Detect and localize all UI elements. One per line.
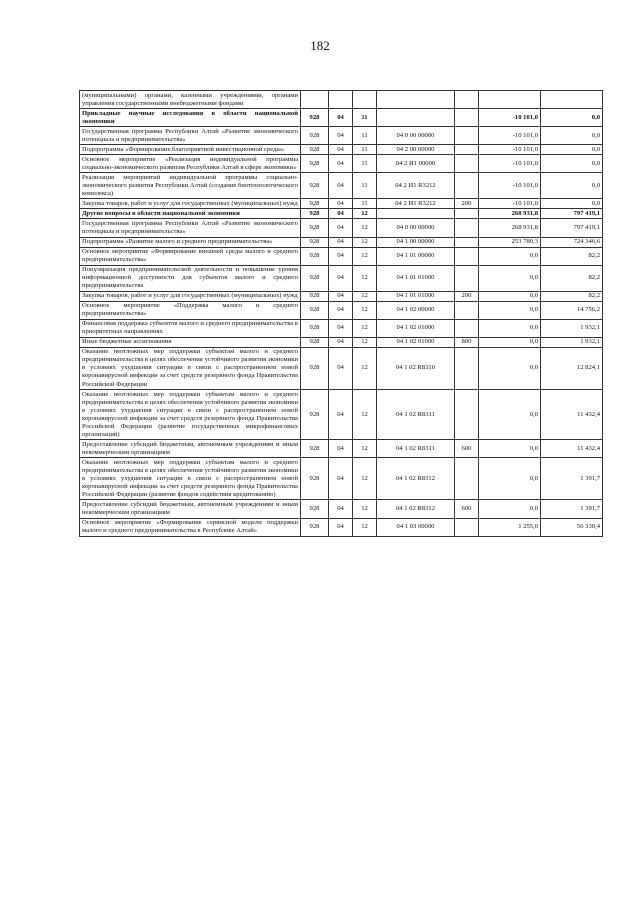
table-row xyxy=(80,390,603,440)
cell-subsection: 12 xyxy=(353,500,377,518)
budget-table xyxy=(79,90,603,537)
cell-section: 04 xyxy=(329,337,353,347)
cell-grbs: 928 xyxy=(301,265,329,291)
table-body xyxy=(80,91,603,537)
cell-section: 04 xyxy=(329,219,353,237)
cell-amount-1: -10 101,0 xyxy=(479,109,541,127)
cell-expense-type: 600 xyxy=(455,500,479,518)
cell-grbs: 928 xyxy=(301,247,329,265)
cell-grbs: 928 xyxy=(301,155,329,173)
cell-amount-1: -10 101,0 xyxy=(479,145,541,155)
cell-section: 04 xyxy=(329,145,353,155)
table-row xyxy=(80,155,603,173)
cell-amount-2: 0,0 xyxy=(541,145,603,155)
cell-grbs: 928 xyxy=(301,337,329,347)
table-row xyxy=(80,319,603,337)
cell-target-article: 04 1 02 R8312 xyxy=(377,500,455,518)
cell-target-article: 04 1 02 R8310 xyxy=(377,347,455,389)
table-row xyxy=(80,219,603,237)
cell-subsection: 11 xyxy=(353,155,377,173)
cell-amount-2: 0,0 xyxy=(541,127,603,145)
cell-amount-1: 0,0 xyxy=(479,458,541,500)
cell-amount-1: 0,0 xyxy=(479,440,541,458)
cell-name: Оказание неотложных мер поддержки субъектам малого и среднего предпринимательства в целях обеспечения устойчивого развития экономики в условиях ухудшения ситуации в связи с распространением новой коронавирусной инфекции за счет средств резервного фонда Правительства Российской Федерации (развитие фондов содействия кредитованию) xyxy=(80,458,301,500)
cell-expense-type xyxy=(455,219,479,237)
cell-expense-type xyxy=(455,301,479,319)
table-row xyxy=(80,291,603,301)
cell-subsection: 12 xyxy=(353,390,377,440)
cell-name: Иные бюджетные ассигнования xyxy=(80,337,301,347)
cell-name: Государственная программа Республики Алтай «Развитие экономического потенциала и предпринимательства» xyxy=(80,127,301,145)
cell-expense-type: 800 xyxy=(455,337,479,347)
cell-section: 04 xyxy=(329,319,353,337)
cell-amount-1: 0,0 xyxy=(479,319,541,337)
cell-grbs: 928 xyxy=(301,291,329,301)
cell-amount-2: 82,2 xyxy=(541,265,603,291)
cell-subsection: 12 xyxy=(353,319,377,337)
cell-amount-2: 1 932,1 xyxy=(541,337,603,347)
cell-expense-type xyxy=(455,145,479,155)
cell-subsection: 12 xyxy=(353,237,377,247)
cell-amount-1: 0,0 xyxy=(479,390,541,440)
cell-grbs: 928 xyxy=(301,500,329,518)
cell-amount-1: -10 101,0 xyxy=(479,155,541,173)
cell-grbs: 928 xyxy=(301,173,329,199)
cell-amount-2: 56 330,4 xyxy=(541,518,603,536)
cell-expense-type xyxy=(455,390,479,440)
table-row xyxy=(80,173,603,199)
cell-target-article: 04 0 00 00000 xyxy=(377,219,455,237)
cell-amount-2 xyxy=(541,91,603,109)
cell-subsection: 11 xyxy=(353,109,377,127)
cell-target-article: 04 1 02 01000 xyxy=(377,319,455,337)
cell-expense-type xyxy=(455,458,479,500)
cell-subsection: 12 xyxy=(353,518,377,536)
cell-section: 04 xyxy=(329,347,353,389)
cell-section: 04 xyxy=(329,458,353,500)
cell-grbs: 928 xyxy=(301,440,329,458)
cell-expense-type xyxy=(455,109,479,127)
cell-section: 04 xyxy=(329,390,353,440)
cell-grbs xyxy=(301,91,329,109)
cell-expense-type xyxy=(455,237,479,247)
table-row xyxy=(80,209,603,219)
cell-subsection: 12 xyxy=(353,209,377,219)
cell-amount-2: 82,2 xyxy=(541,291,603,301)
table-row xyxy=(80,500,603,518)
cell-section: 04 xyxy=(329,173,353,199)
cell-section: 04 xyxy=(329,265,353,291)
cell-grbs: 928 xyxy=(301,301,329,319)
cell-grbs: 928 xyxy=(301,347,329,389)
cell-target-article: 04 1 02 R8311 xyxy=(377,390,455,440)
cell-subsection: 12 xyxy=(353,458,377,500)
table-row xyxy=(80,145,603,155)
cell-subsection: 11 xyxy=(353,127,377,145)
cell-target-article: 04 2 И1 00000 xyxy=(377,155,455,173)
cell-name: Прикладные научные исследования в области национальной экономики xyxy=(80,109,301,127)
cell-amount-1: 268 931,8 xyxy=(479,209,541,219)
cell-expense-type xyxy=(455,265,479,291)
cell-section: 04 xyxy=(329,109,353,127)
cell-amount-1: 0,0 xyxy=(479,347,541,389)
cell-section: 04 xyxy=(329,209,353,219)
cell-name: Основное мероприятие «Формирование внешней среды малого и среднего предпринимательства» xyxy=(80,247,301,265)
cell-expense-type xyxy=(455,155,479,173)
cell-amount-1: 0,0 xyxy=(479,291,541,301)
cell-target-article: 04 1 02 01000 xyxy=(377,337,455,347)
cell-target-article: 04 1 01 01000 xyxy=(377,291,455,301)
cell-amount-1: 0,0 xyxy=(479,265,541,291)
cell-target-article: 04 1 00 00000 xyxy=(377,237,455,247)
cell-name: Оказание неотложных мер поддержки субъектам малого и среднего предпринимательства в целях обеспечения устойчивого развития экономики в условиях ухудшения ситуации в связи с распространением новой коронавирусной инфекции за счет средств резервного фонда Правительства Российской Федерации (развитие государственных микрофинансовых организаций) xyxy=(80,390,301,440)
cell-section: 04 xyxy=(329,500,353,518)
cell-amount-2: 1 932,1 xyxy=(541,319,603,337)
cell-target-article: 04 1 01 01000 xyxy=(377,265,455,291)
cell-amount-2: 0,0 xyxy=(541,155,603,173)
cell-subsection: 12 xyxy=(353,247,377,265)
cell-amount-2: 797 419,1 xyxy=(541,219,603,237)
cell-grbs: 928 xyxy=(301,109,329,127)
cell-grbs: 928 xyxy=(301,145,329,155)
cell-subsection: 12 xyxy=(353,219,377,237)
cell-name: Основное мероприятие «Поддержка малого и среднего предпринимательства» xyxy=(80,301,301,319)
cell-amount-2: 0,0 xyxy=(541,109,603,127)
cell-expense-type xyxy=(455,319,479,337)
cell-target-article xyxy=(377,109,455,127)
cell-name: Подпрограмма «Формирование благоприятной инвестиционной среды» xyxy=(80,145,301,155)
cell-name: Основное мероприятие «Формирование сервисной модели поддержки малого и среднего предпринимательства в Республике Алтай» xyxy=(80,518,301,536)
cell-target-article: 04 2 00 00000 xyxy=(377,145,455,155)
cell-amount-1: 253 780,3 xyxy=(479,237,541,247)
cell-amount-2: 11 432,4 xyxy=(541,390,603,440)
cell-name: Оказание неотложных мер поддержки субъектам малого и среднего предпринимательства в целях обеспечения устойчивого развития экономики в условиях ухудшения ситуации в связи с распространением новой коронавирусной инфекции за счет средств резервного фонда Правительства Российской Федерации xyxy=(80,347,301,389)
cell-section: 04 xyxy=(329,237,353,247)
cell-target-article: 04 1 02 R8311 xyxy=(377,440,455,458)
cell-name: Основное мероприятие «Реализация индивидуальной программы социально-экономического развития Республики Алтай в сфере экономики» xyxy=(80,155,301,173)
cell-expense-type xyxy=(455,518,479,536)
cell-name: Финансовая поддержка субъектов малого и среднего предпринимательства в приоритетных направлениях xyxy=(80,319,301,337)
cell-amount-2: 11 432,4 xyxy=(541,440,603,458)
cell-expense-type: 200 xyxy=(455,291,479,301)
cell-target-article xyxy=(377,91,455,109)
cell-target-article: 04 1 03 00000 xyxy=(377,518,455,536)
table-row xyxy=(80,518,603,536)
cell-expense-type xyxy=(455,91,479,109)
cell-amount-2: 724 346,6 xyxy=(541,237,603,247)
cell-grbs: 928 xyxy=(301,237,329,247)
cell-grbs: 928 xyxy=(301,219,329,237)
cell-section: 04 xyxy=(329,247,353,265)
cell-subsection: 12 xyxy=(353,265,377,291)
cell-subsection xyxy=(353,91,377,109)
cell-section: 04 xyxy=(329,155,353,173)
cell-grbs: 928 xyxy=(301,518,329,536)
cell-grbs: 928 xyxy=(301,319,329,337)
cell-expense-type xyxy=(455,347,479,389)
cell-name: Государственная программа Республики Алтай «Развитие экономического потенциала и предпринимательства» xyxy=(80,219,301,237)
table-row xyxy=(80,440,603,458)
cell-amount-2: 14 756,2 xyxy=(541,301,603,319)
cell-expense-type xyxy=(455,127,479,145)
cell-amount-2: 1 391,7 xyxy=(541,500,603,518)
cell-target-article: 04 2 И1 R3212 xyxy=(377,199,455,209)
cell-subsection: 11 xyxy=(353,199,377,209)
table-row xyxy=(80,347,603,389)
cell-name: Предоставление субсидий бюджетным, автономным учреждениям и иным некоммерческим организациям xyxy=(80,440,301,458)
cell-name: Закупка товаров, работ и услуг для государственных (муниципальных) нужд xyxy=(80,199,301,209)
cell-subsection: 12 xyxy=(353,291,377,301)
cell-grbs: 928 xyxy=(301,458,329,500)
cell-subsection: 12 xyxy=(353,440,377,458)
cell-name: Реализация мероприятий индивидуальной программы социально-экономического развития Республики Алтай (создание биотехнологического комплекса) xyxy=(80,173,301,199)
cell-expense-type xyxy=(455,209,479,219)
cell-amount-2: 1 391,7 xyxy=(541,458,603,500)
cell-grbs: 928 xyxy=(301,127,329,145)
table-row xyxy=(80,199,603,209)
cell-amount-1: 1 255,0 xyxy=(479,518,541,536)
cell-amount-1: -10 101,0 xyxy=(479,199,541,209)
cell-section xyxy=(329,91,353,109)
cell-section: 04 xyxy=(329,301,353,319)
cell-target-article: 04 0 00 00000 xyxy=(377,127,455,145)
table-row xyxy=(80,127,603,145)
cell-amount-2: 82,2 xyxy=(541,247,603,265)
cell-amount-1: 0,0 xyxy=(479,247,541,265)
cell-name: Другие вопросы в области национальной экономики xyxy=(80,209,301,219)
cell-section: 04 xyxy=(329,127,353,145)
cell-grbs: 928 xyxy=(301,390,329,440)
cell-target-article xyxy=(377,209,455,219)
cell-amount-1: 268 931,8 xyxy=(479,219,541,237)
cell-subsection: 12 xyxy=(353,337,377,347)
table-row xyxy=(80,237,603,247)
cell-amount-2: 0,0 xyxy=(541,173,603,199)
cell-name: Подпрограмма «Развитие малого и среднего предпринимательства» xyxy=(80,237,301,247)
table-row xyxy=(80,265,603,291)
cell-subsection: 11 xyxy=(353,173,377,199)
table-row xyxy=(80,301,603,319)
table-row xyxy=(80,247,603,265)
cell-target-article: 04 1 01 00000 xyxy=(377,247,455,265)
cell-expense-type xyxy=(455,247,479,265)
cell-subsection: 11 xyxy=(353,145,377,155)
cell-amount-1: 0,0 xyxy=(479,301,541,319)
cell-amount-1: -10 101,0 xyxy=(479,173,541,199)
cell-amount-1: 0,0 xyxy=(479,337,541,347)
cell-expense-type: 200 xyxy=(455,199,479,209)
cell-target-article: 04 1 02 00000 xyxy=(377,301,455,319)
cell-amount-2: 0,0 xyxy=(541,199,603,209)
cell-amount-1: -10 101,0 xyxy=(479,127,541,145)
cell-section: 04 xyxy=(329,518,353,536)
cell-grbs: 928 xyxy=(301,209,329,219)
cell-section: 04 xyxy=(329,440,353,458)
cell-subsection: 12 xyxy=(353,301,377,319)
cell-amount-1: 0,0 xyxy=(479,500,541,518)
cell-grbs: 928 xyxy=(301,199,329,209)
table-row xyxy=(80,91,603,109)
cell-name: Популяризация предпринимательской деятельности и повышение уровня информационной доступности для субъектов малого и среднего предпринимательства xyxy=(80,265,301,291)
cell-name: (муниципальными) органами, казенными учреждениями, органами управления государственными внебюджетными фондами xyxy=(80,91,301,109)
cell-amount-1 xyxy=(479,91,541,109)
table-row xyxy=(80,337,603,347)
cell-name: Закупка товаров, работ и услуг для государственных (муниципальных) нужд xyxy=(80,291,301,301)
page-number: 182 xyxy=(310,38,330,53)
cell-expense-type xyxy=(455,173,479,199)
cell-expense-type: 600 xyxy=(455,440,479,458)
table-row xyxy=(80,458,603,500)
table-row xyxy=(80,109,603,127)
cell-amount-2: 797 419,1 xyxy=(541,209,603,219)
cell-amount-2: 12 824,1 xyxy=(541,347,603,389)
cell-subsection: 12 xyxy=(353,347,377,389)
cell-target-article: 04 1 02 R8312 xyxy=(377,458,455,500)
cell-section: 04 xyxy=(329,199,353,209)
cell-target-article: 04 2 И1 R3212 xyxy=(377,173,455,199)
cell-section: 04 xyxy=(329,291,353,301)
cell-name: Предоставление субсидий бюджетным, автономным учреждениям и иным некоммерческим организациям xyxy=(80,500,301,518)
